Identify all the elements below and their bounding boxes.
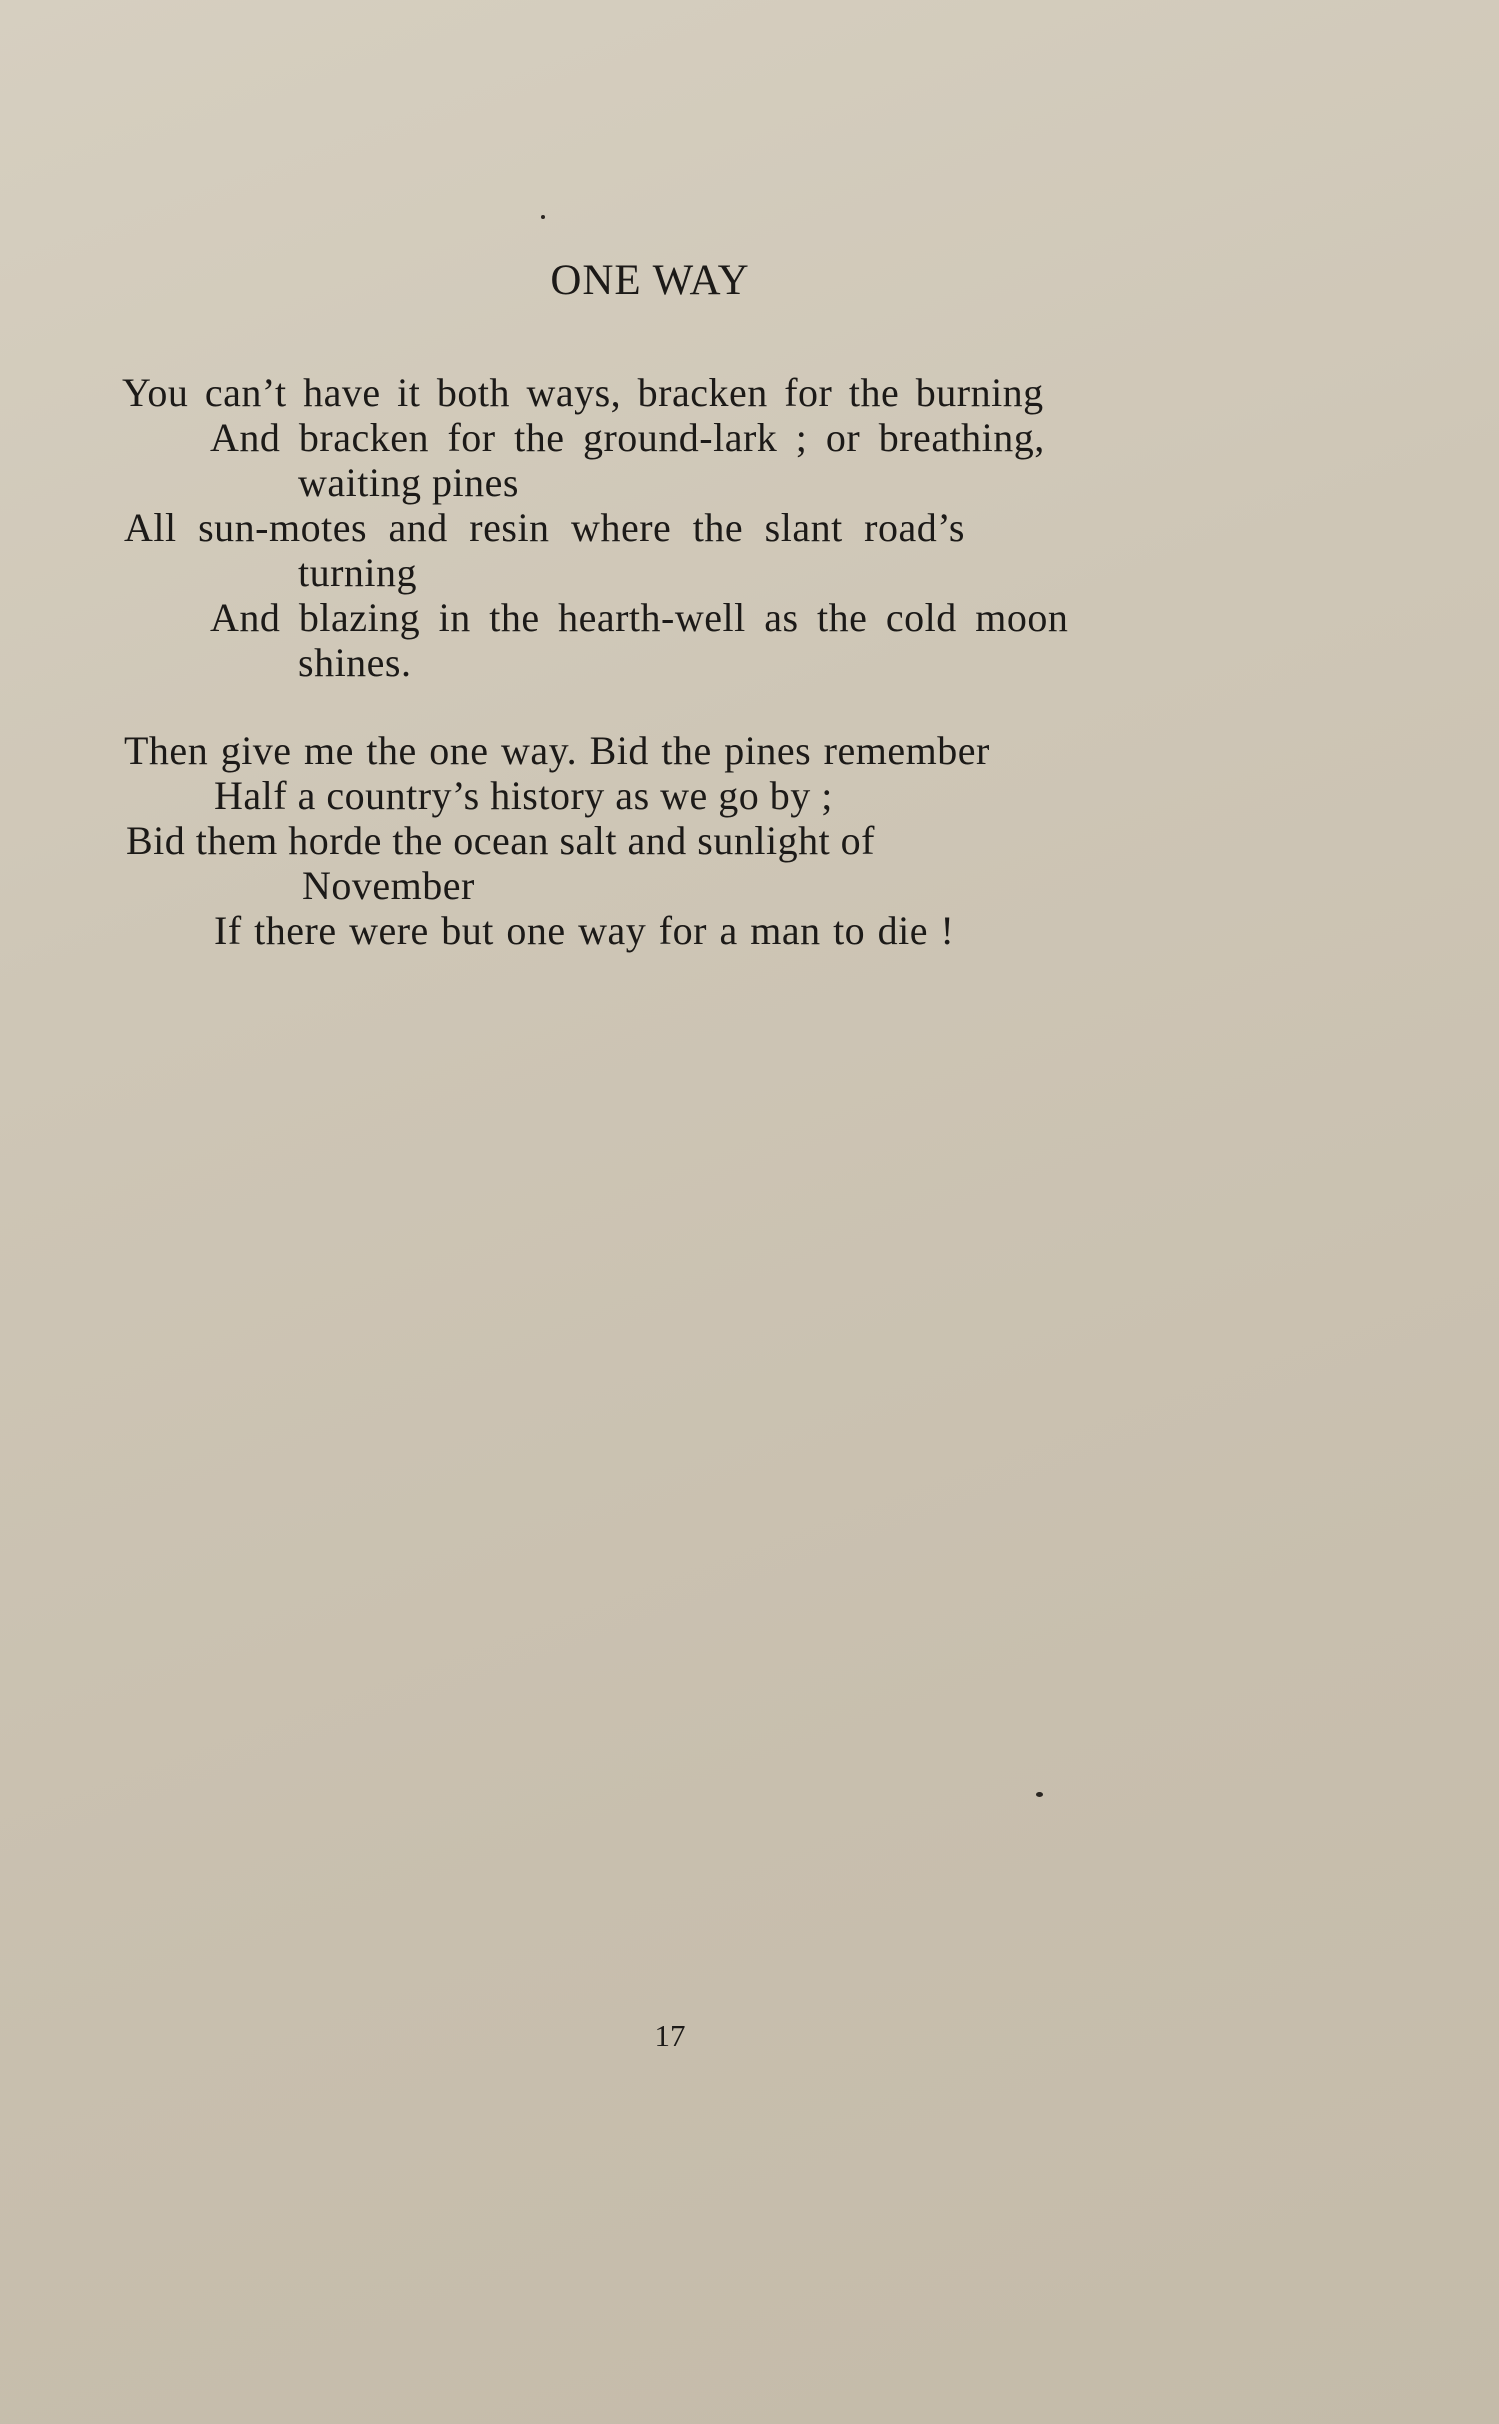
page-number: 17 [654, 2018, 686, 2053]
poem-line-continuation: shines. [298, 640, 412, 685]
poem-line: Then give me the one way. Bid the pines remember [124, 728, 990, 773]
poem-line: And blazing in the hearth-well as the cold moon [210, 595, 1069, 640]
paper-speck [541, 215, 545, 219]
poem-line: Bid them horde the ocean salt and sunlight of [126, 818, 876, 863]
poem-line: And bracken for the ground-lark ; or breathing, [210, 415, 1045, 460]
paper-speck [1036, 1792, 1043, 1797]
poem-line-continuation: November [302, 863, 475, 908]
poem-line-continuation: turning [298, 550, 418, 595]
poem-title: ONE WAY [550, 257, 750, 304]
poem-line: If there were but one way for a man to die ! [214, 908, 955, 953]
poem-line: Half a country’s history as we go by ; [214, 773, 833, 818]
poem-line: You can’t have it both ways, bracken for the burning [122, 370, 1044, 415]
poem-line-continuation: waiting pines [298, 460, 519, 505]
poem-line: All sun-motes and resin where the slant road’s [124, 505, 965, 550]
